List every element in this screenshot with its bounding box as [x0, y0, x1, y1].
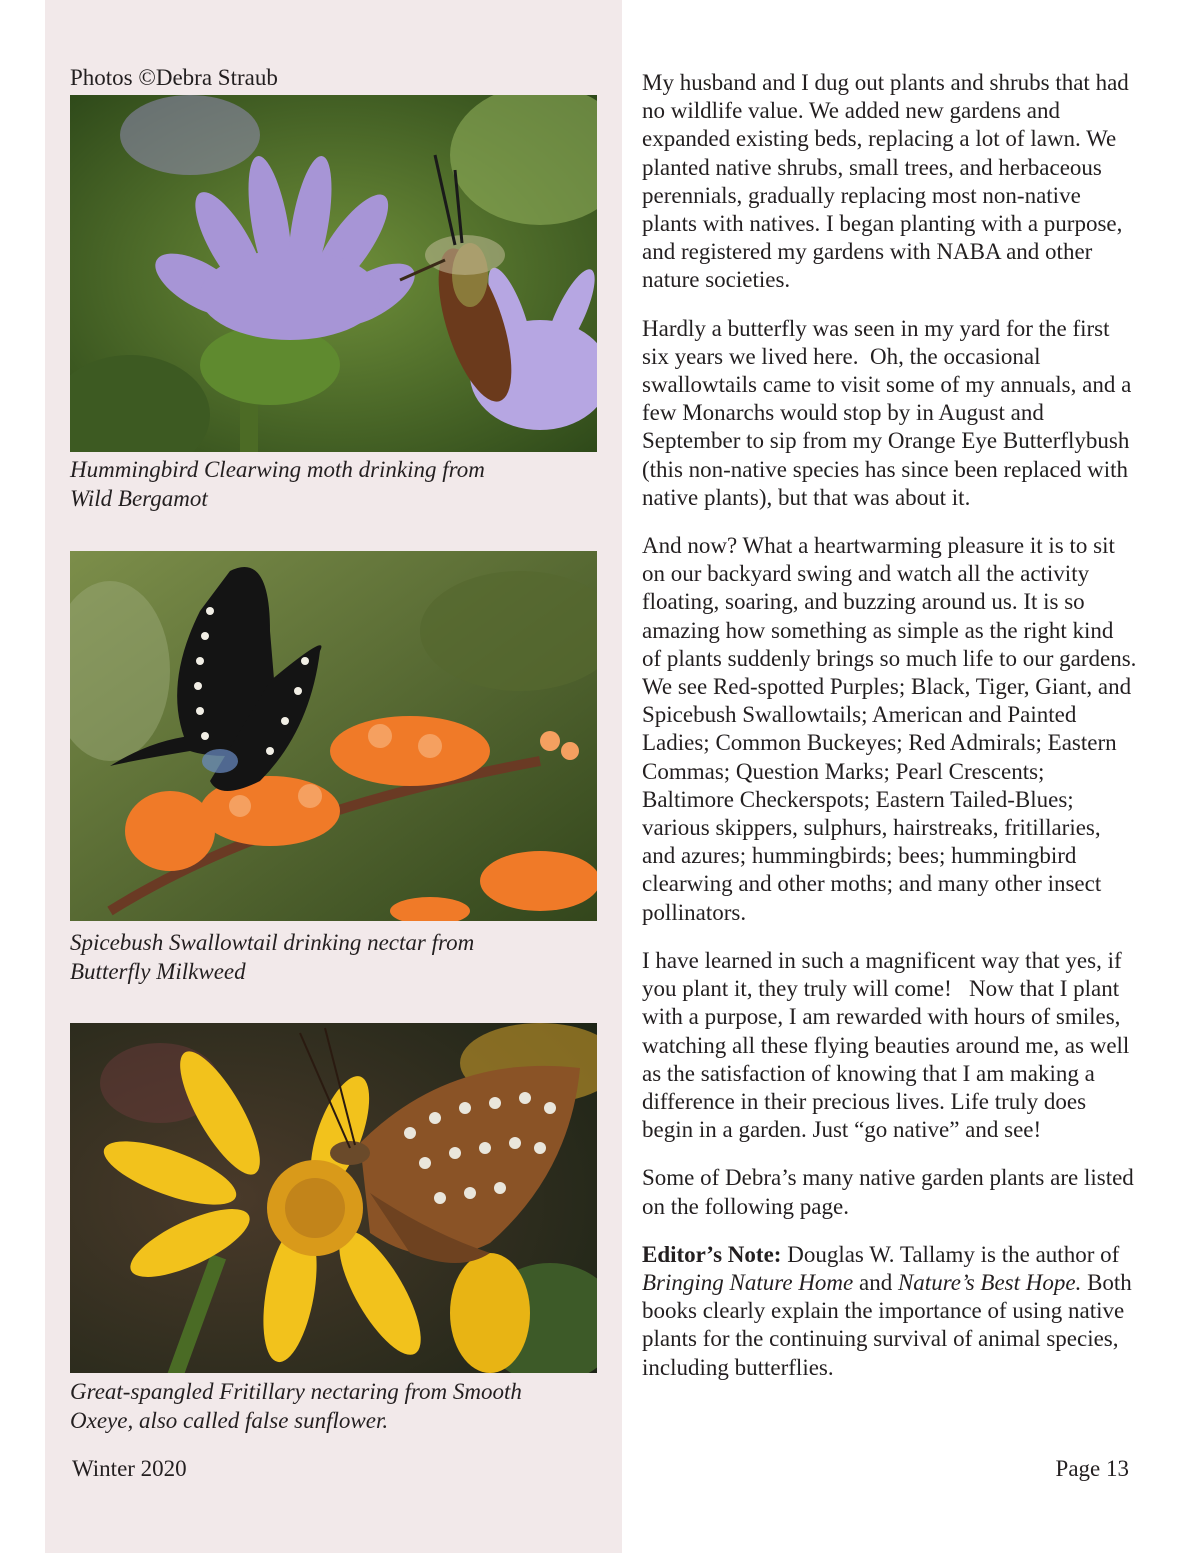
photo-caption — [70, 1377, 610, 1435]
caption-line: Spicebush Swallowtail drinking nectar from — [70, 930, 475, 955]
article-body — [642, 69, 1137, 1402]
caption-line: Oxeye, also called false sunflower. — [70, 1408, 389, 1433]
article-paragraph: I have learned in such a magnificent way that yes, if you plant it, they truly will come! Now that I plant with a purpose, I am rewarded with hours of smiles, watching all these flying beauties around me, as well as the satisfaction of knowing that I am making a difference in their precious lives. Life truly does begin in a garden. Just “go native” and see! — [642, 947, 1136, 1143]
article-paragraph: And now? What a heartwarming pleasure it is to sit on our backyard swing and watch all the activity floating, soaring, and buzzing around us. It is so amazing how something as simple as the right kind of plants suddenly brings so much life to our gardens. We see Red-spotted Purples; Black, Tiger, Giant, and Spicebush Swallowtails; American and Painted Ladies; Common Buckeyes; Red Admirals; Eastern Commas; Question Marks; Pearl Crescents; Baltimore Checkerspots; Eastern Tailed-Blues; various skippers, sulphurs, hairstreaks, fritillaries, and azures; hummingbirds; bees; hummingbird clearwing and other moths; and many other insect pollinators. — [642, 533, 1137, 925]
caption-line: Butterfly Milkweed — [70, 959, 246, 984]
editor-note — [642, 1241, 1137, 1382]
photo-caption — [70, 928, 610, 986]
article-paragraph: My husband and I dug out plants and shrubs that had no wildlife value. We added new gardens and expanded existing beds, replacing a lot of lawn. We planted native shrubs, small trees, and herbaceous perennials, gradually replacing most non-native plants with natives. I began planting with a purpose, and registered my gardens with NABA and other nature societies. — [642, 70, 1129, 293]
photo-spicebush-swallowtail — [70, 551, 597, 921]
editor-note-label: Editor’s Note: — [642, 1241, 782, 1267]
caption-line: Wild Bergamot — [70, 486, 208, 511]
photo-credit: Photos ©Debra Straub — [70, 65, 278, 90]
book-title: Nature’s Best Hope. — [897, 1269, 1082, 1295]
caption-line: Great-spangled Fritillary nectaring from Smooth — [70, 1379, 522, 1404]
caption-line: Hummingbird Clearwing moth drinking from — [70, 457, 485, 482]
article-paragraph: Some of Debra’s many native garden plants are listed on the following page. — [642, 1165, 1134, 1219]
editor-note-text: Both books clearly explain the importance of using native plants for the continuing survival of animal species, including butterflies. — [642, 1269, 1132, 1380]
book-title: Bringing Nature Home — [642, 1269, 854, 1295]
issue-footer: Winter 2020 — [72, 1456, 187, 1481]
photo-great-spangled-fritillary — [70, 1023, 597, 1373]
photo-hummingbird-clearwing-moth — [70, 95, 597, 452]
editor-note-text: and — [853, 1269, 898, 1295]
article-paragraph: Hardly a butterfly was seen in my yard for the first six years we lived here. Oh, the occasional swallowtails came to visit some of my annuals, and a few Monarchs would stop by in August and September to sip from my Orange Eye Butterflybush (this non-native species has since been replaced with native plants), but that was about it. — [642, 315, 1138, 510]
photo-caption — [70, 455, 610, 513]
editor-note-text: Douglas W. Tallamy is the author of — [781, 1241, 1120, 1267]
page-number: Page 13 — [1055, 1456, 1129, 1481]
